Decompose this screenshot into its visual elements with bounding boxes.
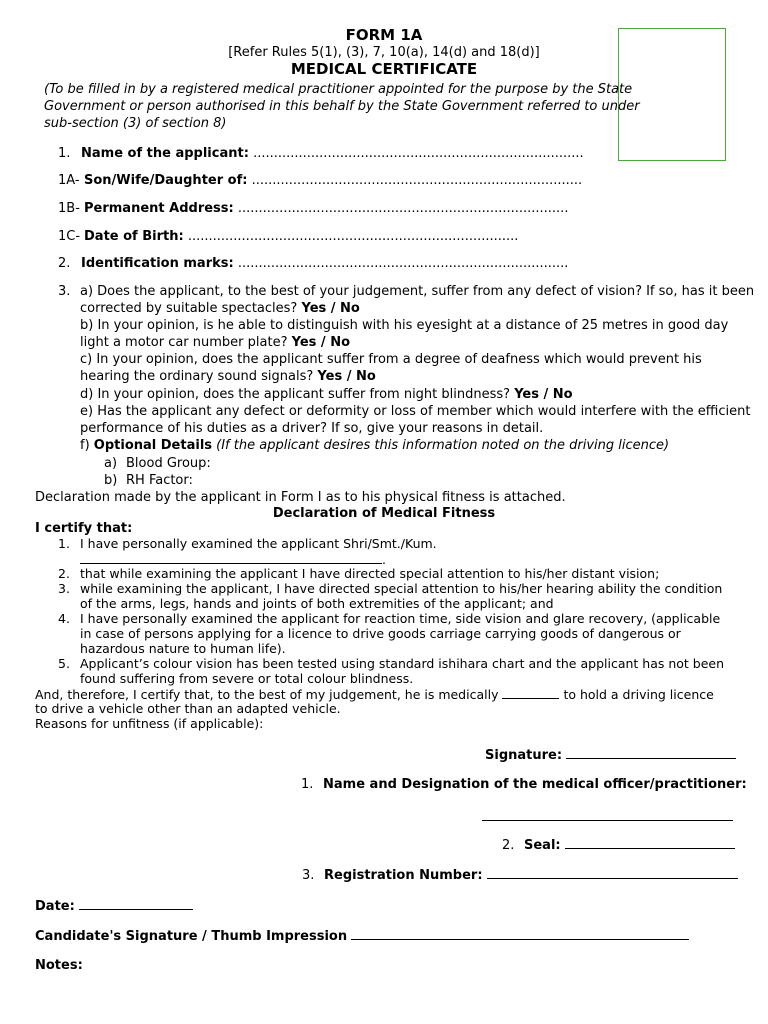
q3a-yes-no[interactable]: Yes / No <box>301 301 360 316</box>
field-relation <box>58 172 582 189</box>
cert-item-2-number: 2. <box>58 566 70 581</box>
registration-number-number: 3. <box>302 868 315 883</box>
rh-factor-number: b) <box>104 473 118 488</box>
cert-item-5-number: 5. <box>58 656 70 671</box>
conclusion-text-b: to hold a driving licence <box>563 687 714 702</box>
cert-item-4-line-1: I have personally examined the applicant for reaction time, side vision and glare recovery, (applicable <box>80 611 721 626</box>
declaration-attached: Declaration made by the applicant in Form I as to his physical fitness is attached. <box>35 490 566 505</box>
q3c-line-1: c) In your opinion, does the applicant suffer from a degree of deafness which would prevent his <box>80 352 702 367</box>
candidate-signature-line[interactable] <box>351 927 689 940</box>
field-identification-marks <box>58 255 568 272</box>
field-label: Identification marks: <box>81 256 234 271</box>
registration-number-line[interactable] <box>487 866 738 879</box>
conclusion-line-2: to drive a vehicle other than an adapted vehicle. <box>35 701 341 716</box>
fitness-blank[interactable] <box>502 686 559 699</box>
registration-number-field[interactable] <box>302 866 738 884</box>
signature-field[interactable] <box>485 746 736 764</box>
field-fill-dots[interactable]: ................................................................................ <box>237 256 569 271</box>
conclusion-text-a: And, therefore, I certify that, to the best of my judgement, he is medically <box>35 687 499 702</box>
intro-line-2: Government or person authorised in this behalf by the State Government referred to under <box>44 99 640 114</box>
q3c-yes-no[interactable]: Yes / No <box>317 369 376 384</box>
blood-group-number: a) <box>104 456 118 471</box>
officer-number: 1. <box>301 777 314 792</box>
date-line[interactable] <box>79 897 193 910</box>
field-number: 1A- <box>58 173 80 188</box>
q3c-text: hearing the ordinary sound signals? <box>80 369 314 384</box>
field-name-applicant <box>58 145 584 162</box>
q3e-line-1: e) Has the applicant any defect or deformity or loss of member which would interfere with the efficient <box>80 404 751 419</box>
declaration-title: Declaration of Medical Fitness <box>272 506 496 521</box>
certificate-title: MEDICAL CERTIFICATE <box>290 60 478 78</box>
q3c-line-2 <box>80 368 376 385</box>
intro-line-3: sub-section (3) of section 8) <box>44 116 227 131</box>
q3f-optional-details <box>80 437 669 454</box>
blood-group-field[interactable] <box>104 455 211 472</box>
q3a-line-1: a) Does the applicant, to the best of your judgement, suffer from any defect of vision? If so, has it been <box>80 284 755 299</box>
cert-item-3-line-2: of the arms, legs, hands and joints of both extremities of the applicant; and <box>80 596 554 611</box>
cert-item-4-line-2: in case of persons applying for a licence to drive goods carriage carrying goods of dangerous or <box>80 626 681 641</box>
q3b-yes-no[interactable]: Yes / No <box>291 335 351 350</box>
q3b-line-2 <box>80 334 350 351</box>
rules-reference: [Refer Rules 5(1), (3), 7, 10(a), 14(d) and 18(d)] <box>228 45 540 60</box>
q3f-note: (If the applicant desires this information noted on the driving licence) <box>216 438 670 453</box>
field-label: Son/Wife/Daughter of: <box>84 173 248 188</box>
cert-item-3-number: 3. <box>58 581 70 596</box>
q3d-text: d) In your opinion, does the applicant suffer from night blindness? <box>80 387 511 402</box>
rh-factor-field[interactable] <box>104 472 193 489</box>
q3a-line-2 <box>80 300 360 317</box>
signature-line[interactable] <box>566 746 736 759</box>
date-field[interactable] <box>35 897 193 915</box>
blank-line-end: . <box>382 552 386 567</box>
field-label: Name of the applicant: <box>81 146 249 161</box>
blood-group-label: Blood Group: <box>126 456 211 471</box>
cert-item-4-number: 4. <box>58 611 70 626</box>
field-number: 1C- <box>58 229 81 244</box>
rh-factor-label: RH Factor: <box>126 473 193 488</box>
registration-number-label: Registration Number: <box>324 868 483 883</box>
cert-item-5-line-1: Applicant’s colour vision has been tested using standard ishihara chart and the applicant has not been <box>80 656 725 671</box>
field-number: 1. <box>58 146 71 161</box>
date-label: Date: <box>35 899 75 914</box>
candidate-signature-field[interactable] <box>35 927 689 945</box>
field-number: 1B- <box>58 201 80 216</box>
unfitness-reasons-label: Reasons for unfitness (if applicable): <box>35 716 264 731</box>
q3-number: 3. <box>58 284 71 299</box>
field-permanent-address <box>58 200 568 217</box>
field-fill-dots[interactable]: ................................................................................ <box>251 173 583 188</box>
seal-label: Seal: <box>524 838 561 853</box>
notes-label: Notes: <box>35 958 83 973</box>
cert-item-3-line-1: while examining the applicant, I have directed special attention to his/her hearing ability the condition <box>80 581 723 596</box>
intro-line-1: (To be filled in by a registered medical practitioner appointed for the purpose by the State <box>44 82 633 97</box>
officer-name-designation <box>301 776 747 793</box>
q3e-line-2: performance of his duties as a driver? If so, give your reasons in detail. <box>80 421 544 436</box>
officer-name-line[interactable] <box>482 820 733 821</box>
officer-label: Name and Designation of the medical officer/practitioner: <box>323 777 747 792</box>
certify-heading: I certify that: <box>35 521 133 536</box>
q3b-text: light a motor car number plate? <box>80 335 288 350</box>
field-fill-dots[interactable]: ................................................................................ <box>237 201 569 216</box>
blank-line[interactable] <box>80 551 382 564</box>
field-fill-dots[interactable]: ................................................................................ <box>253 146 584 161</box>
cert-item-1-number: 1. <box>58 536 70 551</box>
field-number: 2. <box>58 256 71 271</box>
seal-line[interactable] <box>565 836 735 849</box>
candidate-signature-label: Candidate's Signature / Thumb Impression <box>35 929 348 944</box>
q3d-yes-no[interactable]: Yes / No <box>514 387 573 402</box>
cert-item-4-line-3: hazardous nature to human life). <box>80 641 286 656</box>
field-label: Permanent Address: <box>84 201 234 216</box>
seal-number: 2. <box>502 838 515 853</box>
form-title: FORM 1A <box>345 26 423 44</box>
q3f-prefix: f) <box>80 438 90 453</box>
q3d-line-1 <box>80 386 573 403</box>
field-fill-dots[interactable]: ................................................................................ <box>187 229 519 244</box>
cert-item-5-line-2: found suffering from severe or total colour blindness. <box>80 671 414 686</box>
cert-item-1-text: I have personally examined the applicant Shri/Smt./Kum. <box>80 536 437 551</box>
q3b-line-1: b) In your opinion, is he able to distinguish with his eyesight at a distance of 25 metres in good day <box>80 318 729 333</box>
signature-label: Signature: <box>485 748 563 763</box>
q3a-text: corrected by suitable spectacles? <box>80 301 298 316</box>
q3f-label: Optional Details <box>93 438 213 453</box>
cert-item-2-text: that while examining the applicant I have directed special attention to his/her distant vision; <box>80 566 660 581</box>
field-date-of-birth <box>58 228 518 245</box>
field-label: Date of Birth: <box>84 229 184 244</box>
seal-field[interactable] <box>502 836 735 854</box>
